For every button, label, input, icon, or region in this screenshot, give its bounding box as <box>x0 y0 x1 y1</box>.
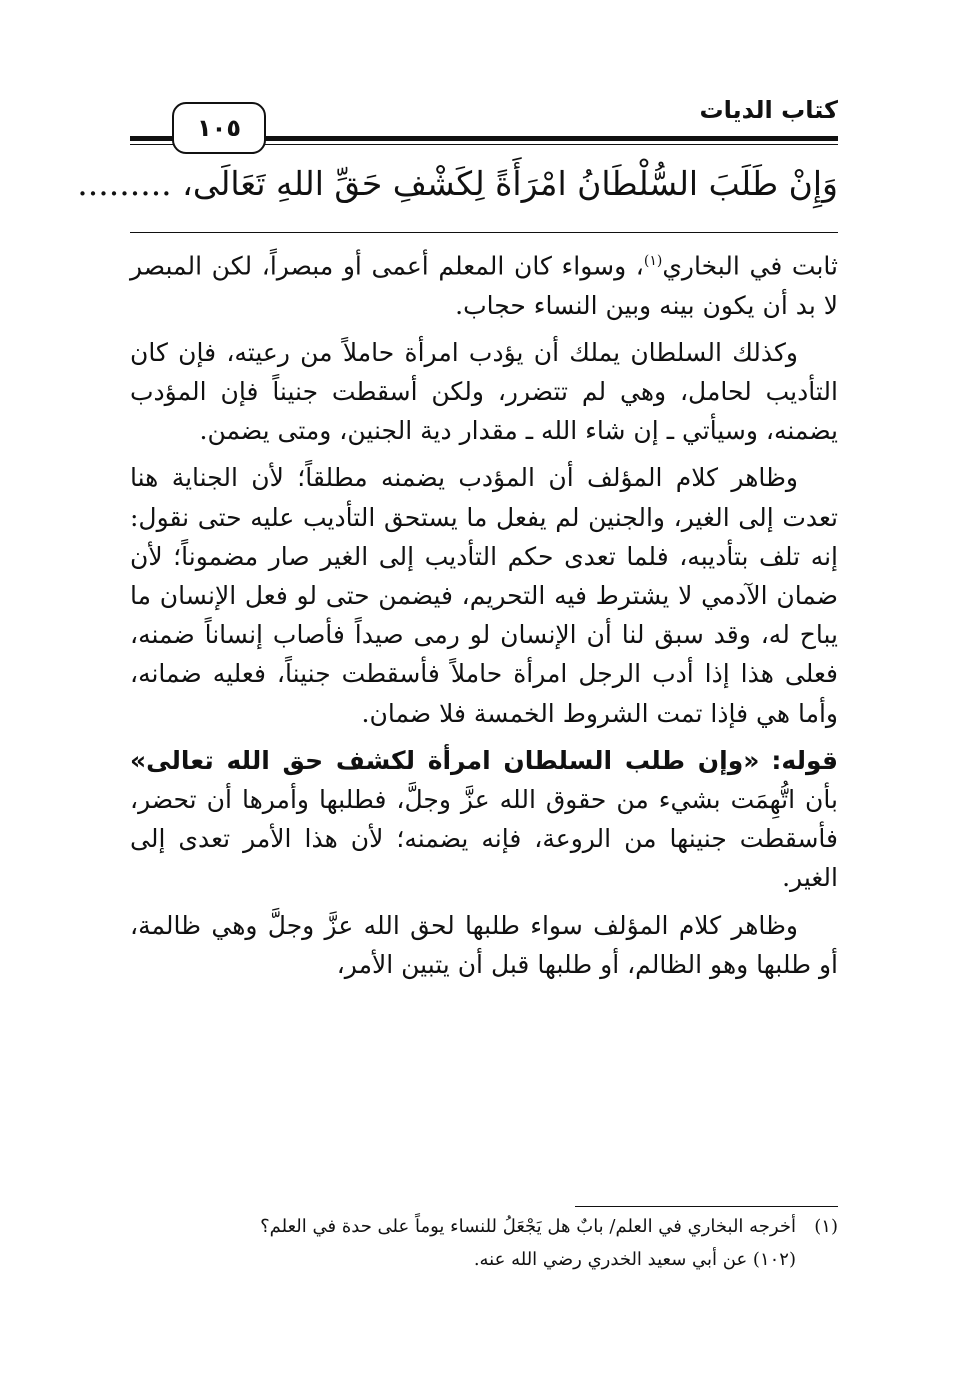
qawluhu-label: قوله: <box>771 745 838 775</box>
paragraph-4 <box>130 741 838 898</box>
commentary-body <box>130 242 838 992</box>
paragraph-1 <box>130 242 838 325</box>
matn-line: وَإِنْ طَلَبَ السُّلْطَانُ امْرَأَةً لِكَشْفِ حَقِّ اللهِ تَعَالَى، ......... <box>77 164 838 203</box>
paragraph-3: وظاهر كلام المؤلف أن المؤدب يضمنه مطلقاً؛ لأن الجناية هنا تعدت إلى الغير، والجنين لم يفعل ما يستحق التأديب عليه حتى نقول: إنه تلف بتأديبه، فلما تعدى حكم التأديب إلى الغير صار مضموناً؛ لأن ضمان الآدمي لا يشترط فيه التحريم، فيضمن حتى لو فعل الإنسان ما يباح له، وقد سبق لنا أن الإنسان لو رمى صيداً فأصاب إنساناً ضمنه، فعلى هذا إذا أدب الرجل امرأة حاملاً فأسقطت جنيناً، فعليه ضمانه، وأما هي فإذا تمت الشروط الخمسة فلا ضمان. <box>130 463 838 728</box>
footnote <box>130 1210 838 1276</box>
footnote-number: (١) <box>814 1216 838 1237</box>
page-number: ١٠٥ <box>172 102 266 154</box>
matn-quote: «وإن طلب السلطان امرأة لكشف حق الله تعالى» <box>130 745 760 775</box>
footnote-line-1 <box>130 1210 838 1243</box>
chapter-title: كتاب الديات <box>699 96 838 124</box>
paragraph-4-text: بأن اتُّهِمَت بشيء من حقوق الله عزَّ وجلَّ، فطلبها وأمرها أن تحضر، فأسقطت جنينها من الروعة، فإنه يضمنه؛ لأن هذا الأمر تعدى إلى الغير. <box>130 784 838 893</box>
page-header <box>130 92 838 154</box>
matn-divider <box>130 232 838 233</box>
footnote-text-1: أخرجه البخاري في العلم/ بابٌ هل يَجْعَلُ للنساء يوماً على حدة في العلم؟ <box>260 1216 796 1237</box>
paragraph-1-start: ثابت في البخاري <box>662 251 838 281</box>
footnote-line-2: (١٠٢) عن أبي سعيد الخدري رضي الله عنه. <box>473 1249 796 1270</box>
footnote-divider <box>575 1206 838 1207</box>
footnote-ref: (١) <box>643 253 663 269</box>
paragraph-1-end: ، وسواء كان المعلم أعمى أو مبصراً، لكن المبصر لا بد أن يكون بينه وبين النساء حجاب. <box>130 251 838 320</box>
paragraph-2: وكذلك السلطان يملك أن يؤدب امرأة حاملاً من رعيته، فإن كان التأديب لحامل، وهي لم تتضرر، ولكن أسقطت جنيناً فإن المؤدب يضمنه، وسيأتي ـ إن شاء الله ـ مقدار دية الجنين، ومتى يضمن. <box>130 337 838 446</box>
paragraph-5: وظاهر كلام المؤلف سواء طلبها لحق الله عزَّ وجلَّ وهي ظالمة، أو طلبها وهو الظالم، أو طلبها قبل أن يتبين الأمر، <box>130 910 838 979</box>
